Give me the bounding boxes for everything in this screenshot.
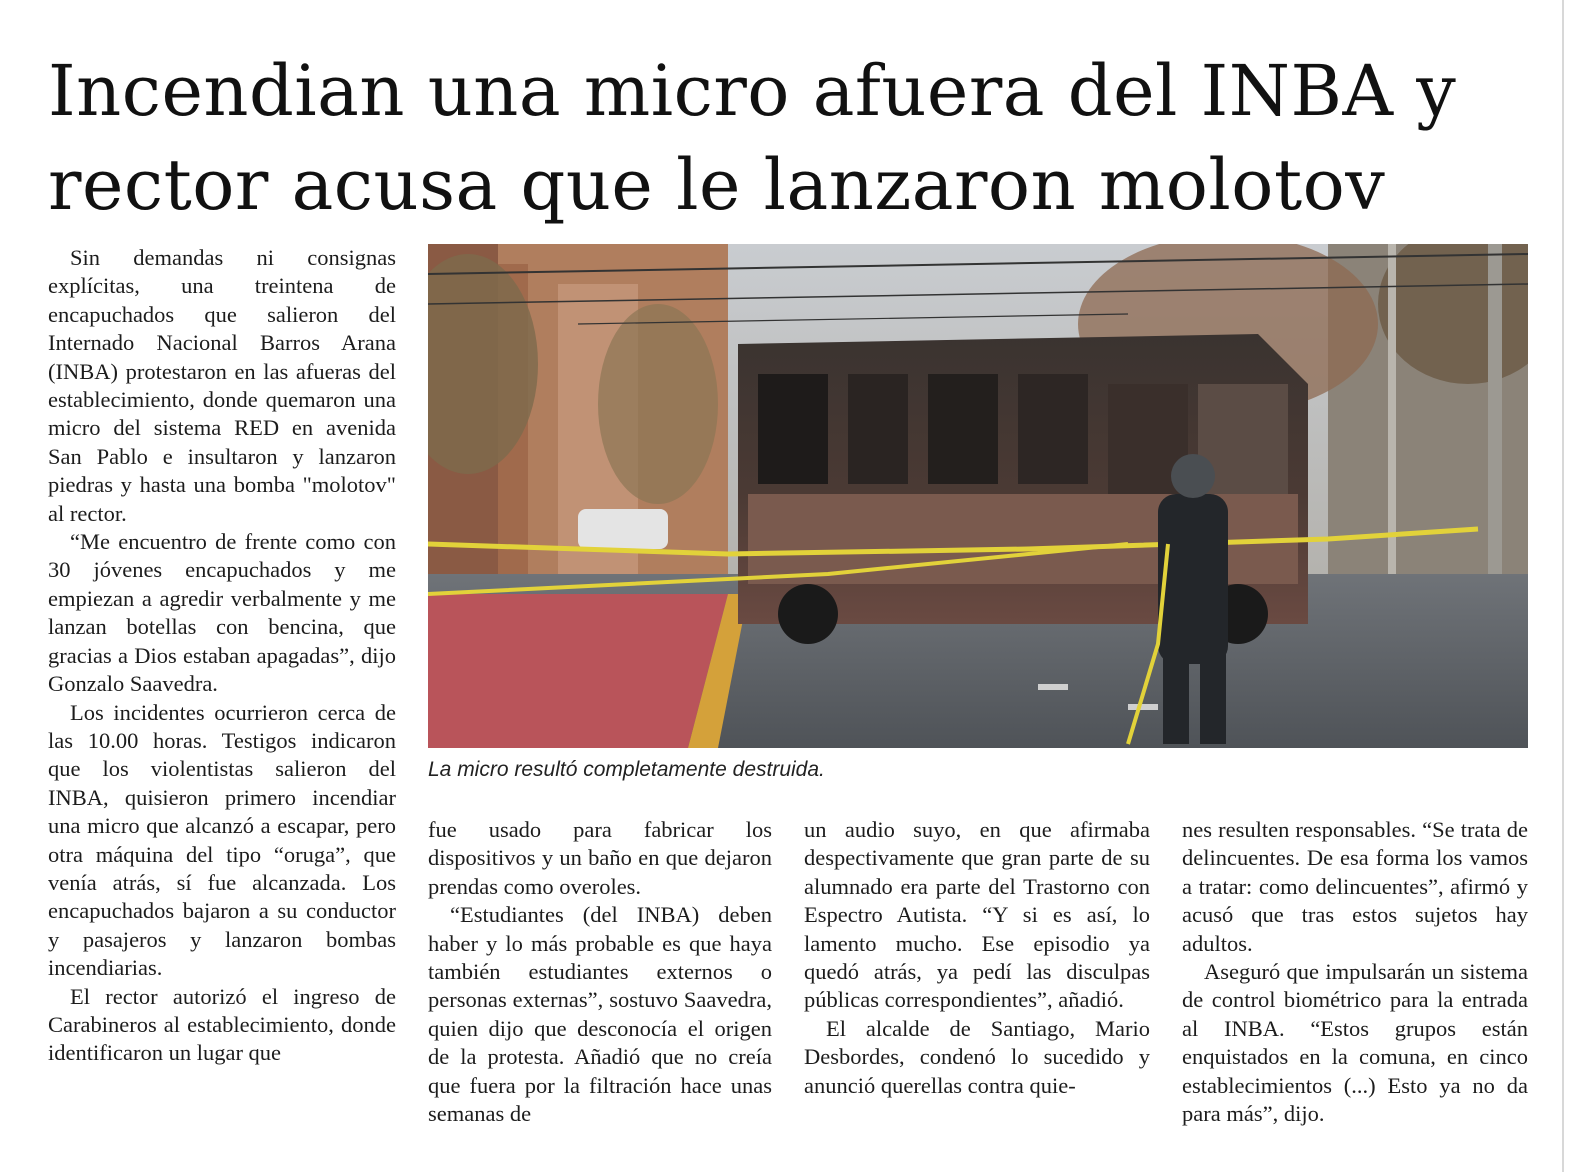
headline-line-2: rector acusa que le lanzaron molotov: [48, 144, 1386, 226]
paragraph: Los incidentes ocurrieron cerca de las 10.00 horas. Testigos indicaron que los violentistas salieron del INBA, quisieron primero incendiar una micro que alcanzó a escapar, pero otra máquina del tipo “oruga”, que venía atrás, sí fue alcanzada. Los encapuchados bajaron a su conductor y pasajeros y lanzaron bombas incendiarias.: [48, 699, 396, 981]
photo-caption: La micro resultó completamente destruida.: [428, 758, 825, 781]
article-column-1: [48, 244, 396, 1068]
article-column-3: [804, 816, 1150, 1100]
paragraph: un audio suyo, en que afirmaba despectivamente que gran parte de su alumnado era parte del Trastorno con Espectro Autista. “Y si es así, lo lamento mucho. Ese episodio ya quedó atrás, ya pedí las disculpas públicas correspondientes”, añadió.: [804, 817, 1150, 1013]
burned-bus-photo-icon: [428, 244, 1528, 748]
paragraph: “Estudiantes (del INBA) deben haber y lo más probable es que haya también estudiantes externos o personas externas”, sostuvo Saavedra, quien dijo que desconocía el origen de la protesta. Añadió que no creía que fuera por la filtración hace unas semanas de: [428, 902, 772, 1127]
headline: [48, 44, 1548, 232]
paragraph: El rector autorizó el ingreso de Carabineros al establecimiento, donde identificaron un lugar que: [48, 983, 396, 1066]
paragraph: fue usado para fabricar los dispositivos y un baño en que dejaron prendas como overoles.: [428, 817, 772, 899]
paragraph: El alcalde de Santiago, Mario Desbordes, condenó lo sucedido y anunció querellas contra quie-: [804, 1015, 1150, 1098]
paragraph: Aseguró que impulsarán un sistema de control biométrico para la entrada al INBA. “Estos grupos están enquistados en la comuna, en cinco establecimientos (...) Esto ya no da para más”, dijo.: [1182, 959, 1528, 1127]
article-column-2: [428, 816, 772, 1128]
paragraph: nes resulten responsables. “Se trata de delincuentes. De esa forma los vamos a tratar: como delincuentes”, afirmó y acusó que tras estos sujetos hay adultos.: [1182, 817, 1528, 956]
paragraph: “Me encuentro de frente como con 30 jóvenes encapuchados y me empiezan a agredir verbalmente y me lanzan botellas con bencina, que gracias a Dios estaban apagadas”, dijo Gonzalo Saavedra.: [48, 529, 396, 697]
page-edge-rule: [1562, 0, 1564, 1172]
headline-line-1: Incendian una micro afuera del INBA y: [48, 50, 1457, 132]
paragraph: Sin demandas ni consignas explícitas, una treintena de encapuchados que salieron del Internado Nacional Barros Arana (INBA) protestaron en las afueras del establecimiento, donde quemaron una micro del sistema RED en avenida San Pablo e insultaron y lanzaron piedras y hasta una bomba "molotov" al rector.: [48, 245, 396, 526]
article-column-4: [1182, 816, 1528, 1128]
